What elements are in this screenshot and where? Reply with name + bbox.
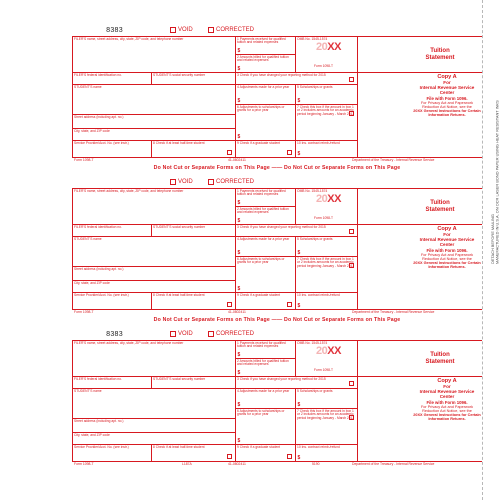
filer-info-label: FILER'S name, street address, city, state, ZIP code, and telephone number (74, 37, 184, 41)
corrected-checkbox-group[interactable] (208, 331, 254, 337)
dollar-sign: $ (297, 150, 301, 157)
box7-label: 7 Check this box if the amount in box 1 or 2 includes amounts for an academic period beginning January - March 2011 (297, 409, 355, 421)
footer-cat-number: 41-0802411 (228, 158, 246, 162)
box2-label: 2 Amounts billed for qualified tuition and related expenses (237, 55, 289, 63)
box6-field[interactable] (236, 409, 296, 445)
copy-a-block (358, 73, 482, 157)
box4-field[interactable] (236, 237, 296, 257)
form-title: Tuition Statement (425, 200, 455, 213)
copy-general: 20XX General Instructions for Certain Information Returns. (413, 261, 481, 270)
box10-label: 10 Ins. contract reimb./refund (297, 445, 340, 449)
box3-field[interactable] (236, 225, 358, 237)
student-name-label: STUDENT'S name (74, 237, 102, 241)
copy-a-block (358, 377, 482, 461)
corrected-checkbox[interactable] (208, 179, 214, 185)
box3-checkbox[interactable] (349, 229, 354, 234)
student-ssn-field[interactable] (152, 377, 236, 389)
box4-label: 4 Adjustments made for a prior year (237, 237, 290, 241)
street-label: Street address (including apt. no.) (74, 267, 124, 271)
copy-general: 20XX General Instructions for Certain Information Returns. (413, 109, 481, 118)
box8-field[interactable] (152, 141, 236, 157)
box8-checkbox[interactable] (227, 454, 232, 459)
omb-year-block (296, 341, 358, 377)
corrected-checkbox-group[interactable] (208, 27, 254, 33)
student-ssn-field[interactable] (152, 225, 236, 237)
box9-field[interactable] (236, 445, 296, 461)
copy-a-title: Copy A (437, 225, 457, 232)
dollar-sign: $ (237, 97, 241, 104)
copy-privacy: For Privacy Act and Paperwork Reduction Act Notice, see the (420, 100, 474, 109)
city-state-zip-field[interactable] (72, 281, 236, 293)
box2-field[interactable] (236, 55, 296, 73)
omb-number: OMB No. 1545-1574 (297, 341, 328, 345)
corrected-label: CORRECTED (216, 331, 255, 337)
student-name-field[interactable] (72, 237, 236, 267)
box7-label: 7 Check this box if the amount in box 1 or 2 includes amounts for an academic period beginning January - March 2011 (297, 105, 355, 117)
city-label: City, state, and ZIP code (74, 129, 110, 133)
footer-department: Department of the Treasury - Internal Revenue Service (352, 310, 435, 314)
dollar-sign: $ (297, 249, 301, 256)
filer-info-label: FILER'S name, street address, city, state, ZIP code, and telephone number (74, 189, 184, 193)
form-footer (72, 157, 482, 165)
box5-label: 5 Scholarships or grants (297, 237, 333, 241)
form-code: 8383 (106, 27, 123, 35)
footer-form-number: Form 1098-T (74, 310, 94, 314)
dollar-sign: $ (237, 369, 241, 376)
box6-field[interactable] (236, 257, 296, 293)
street-address-field[interactable] (72, 115, 236, 129)
student-name-label: STUDENT'S name (74, 85, 102, 89)
city-state-zip-field[interactable] (72, 129, 236, 141)
corrected-label: CORRECTED (216, 179, 255, 185)
box8-label: 8 Check if at least half-time student (153, 293, 205, 297)
box7-field[interactable] (296, 257, 358, 293)
omb-number: OMB No. 1545-1574 (297, 189, 328, 193)
account-label: Service Provider/Acct. No. (see instr.) (74, 141, 129, 145)
student-name-field[interactable] (72, 389, 236, 419)
void-label: VOID (178, 27, 193, 33)
street-label: Street address (including apt. no.) (74, 115, 124, 119)
box6-label: 6 Adjustments to scholarships or grants for a prior year (237, 409, 285, 417)
footer-cat-number: 41-0802411 (228, 462, 246, 466)
box6-field[interactable] (236, 105, 296, 141)
student-ssn-label: STUDENT'S social security number (153, 225, 206, 229)
box3-label: 3 Check if you have changed your reporting method for 2015 (237, 377, 326, 381)
omb-number: OMB No. 1545-1574 (297, 37, 328, 41)
box9-field[interactable] (236, 293, 296, 309)
title-block (358, 341, 482, 377)
student-ssn-label: STUDENT'S social security number (153, 73, 206, 77)
filer-fid-label: FILER'S federal identification no. (74, 73, 122, 77)
void-label: VOID (178, 179, 193, 185)
box1-field[interactable] (236, 37, 296, 55)
copy-irs: Internal Revenue Service Center (419, 389, 475, 400)
form-title: Tuition Statement (425, 48, 455, 61)
dollar-sign: $ (237, 65, 241, 72)
dollar-sign: $ (237, 47, 241, 54)
filer-info-field[interactable] (72, 341, 236, 377)
copy-for: For (443, 383, 451, 389)
filer-fid-field[interactable] (72, 377, 152, 389)
form-number: Form 1098-T (314, 216, 334, 220)
form-footer (72, 461, 482, 469)
copy-for: For (443, 79, 451, 85)
box9-label: 9 Check if a graduate student (237, 293, 281, 297)
cut-warning: Do Not Cut or Separate Forms on This Page —— Do Not Cut or Separate Forms on This Page (153, 317, 401, 323)
form-title: Tuition Statement (425, 352, 455, 365)
void-checkbox[interactable] (170, 27, 176, 33)
void-checkbox-group[interactable] (170, 179, 193, 185)
box10-field[interactable] (296, 141, 358, 157)
box1-field[interactable] (236, 189, 296, 207)
form-footer (72, 309, 482, 317)
copy-irs: Internal Revenue Service Center (419, 85, 475, 96)
void-checkbox-group[interactable] (170, 331, 193, 337)
copy-privacy: For Privacy Act and Paperwork Reduction Act Notice, see the (420, 252, 474, 261)
box5-field[interactable] (296, 389, 358, 409)
street-label: Street address (including apt. no.) (74, 419, 124, 423)
box2-field[interactable] (236, 359, 296, 377)
form-grid (72, 36, 482, 158)
copy-a-title: Copy A (437, 377, 457, 384)
box4-label: 4 Adjustments made for a prior year (237, 389, 290, 393)
filer-info-field[interactable] (72, 189, 236, 225)
side-detach-text: DETACH BEFORE MAILING (490, 214, 495, 264)
box7-field[interactable] (296, 409, 358, 445)
copy-for: For (443, 231, 451, 237)
form-grid (72, 188, 482, 310)
box8-checkbox[interactable] (227, 150, 232, 155)
box5-label: 5 Scholarships or grants (297, 389, 333, 393)
void-checkbox[interactable] (170, 179, 176, 185)
box3-field[interactable] (236, 73, 358, 85)
account-number-field[interactable] (72, 445, 152, 461)
void-label: VOID (178, 331, 193, 337)
copy-irs: Internal Revenue Service Center (419, 237, 475, 248)
form-header (72, 26, 482, 36)
dollar-sign: $ (237, 217, 241, 224)
void-checkbox-group[interactable] (170, 27, 193, 33)
street-address-field[interactable] (72, 419, 236, 433)
box3-checkbox[interactable] (349, 381, 354, 386)
void-checkbox[interactable] (170, 331, 176, 337)
box1-field[interactable] (236, 341, 296, 359)
copy-file: File with Form 1096. (426, 247, 468, 253)
filer-fid-label: FILER'S federal identification no. (74, 225, 122, 229)
title-block (358, 189, 482, 225)
omb-year-block (296, 37, 358, 73)
form-number: Form 1098-T (314, 368, 334, 372)
student-name-field[interactable] (72, 85, 236, 115)
filer-fid-field[interactable] (72, 73, 152, 85)
form-number: Form 1098-T (314, 64, 334, 68)
city-label: City, state, and ZIP code (74, 433, 110, 437)
tax-year: 20XX (316, 345, 341, 357)
box1-label: 1 Payments received for qualified tuition and related expenses (237, 189, 286, 197)
street-address-field[interactable] (72, 267, 236, 281)
account-number-field[interactable] (72, 141, 152, 157)
form-grid (72, 340, 482, 462)
perforation-line (482, 0, 483, 500)
dollar-sign: $ (237, 285, 241, 292)
box6-label: 6 Adjustments to scholarships or grants for a prior year (237, 105, 285, 113)
copy-file: File with Form 1096. (426, 399, 468, 405)
dollar-sign: $ (237, 351, 241, 358)
form-1098t-copy-2 (72, 178, 482, 326)
city-state-zip-field[interactable] (72, 433, 236, 445)
footer-lot-number: L187A (182, 462, 192, 466)
dollar-sign: $ (297, 401, 301, 408)
box9-label: 9 Check if a graduate student (237, 141, 281, 145)
copy-privacy: For Privacy Act and Paperwork Reduction Act Notice, see the (420, 404, 474, 413)
box6-label: 6 Adjustments to scholarships or grants for a prior year (237, 257, 285, 265)
dollar-sign: $ (297, 302, 301, 309)
title-block (358, 37, 482, 73)
footer-form-number: Form 1098-T (74, 462, 94, 466)
corrected-label: CORRECTED (216, 27, 255, 33)
copy-general: 20XX General Instructions for Certain Information Returns. (413, 413, 481, 422)
box10-field[interactable] (296, 293, 358, 309)
form-1098t-copy-3 (72, 330, 482, 478)
box3-label: 3 Check if you have changed your reporting method for 2015 (237, 225, 326, 229)
student-ssn-field[interactable] (152, 73, 236, 85)
dollar-sign: $ (237, 401, 241, 408)
account-number-field[interactable] (72, 293, 152, 309)
box2-label: 2 Amounts billed for qualified tuition and related expenses (237, 359, 289, 367)
box2-field[interactable] (236, 207, 296, 225)
box9-checkbox[interactable] (287, 302, 292, 307)
side-print-text (491, 14, 499, 264)
form-1098t-copy-1 (72, 26, 482, 174)
footer-department: Department of the Treasury - Internal Revenue Service (352, 158, 435, 162)
dollar-sign: $ (297, 454, 301, 461)
footer-item-number: 5190 (312, 462, 320, 466)
box3-field[interactable] (236, 377, 358, 389)
box2-label: 2 Amounts billed for qualified tuition and related expenses (237, 207, 289, 215)
form-code: 8383 (106, 331, 123, 339)
box4-field[interactable] (236, 389, 296, 409)
account-label: Service Provider/Acct. No. (see instr.) (74, 445, 129, 449)
box8-field[interactable] (152, 293, 236, 309)
cut-warning: Do Not Cut or Separate Forms on This Page —— Do Not Cut or Separate Forms on This Page (153, 165, 401, 171)
dollar-sign: $ (297, 97, 301, 104)
box9-checkbox[interactable] (287, 150, 292, 155)
student-ssn-label: STUDENT'S social security number (153, 377, 206, 381)
copy-a-title: Copy A (437, 73, 457, 80)
box4-label: 4 Adjustments made for a prior year (237, 85, 290, 89)
form-header (72, 330, 482, 340)
box8-label: 8 Check if at least half-time student (153, 445, 205, 449)
box5-field[interactable] (296, 85, 358, 105)
box4-field[interactable] (236, 85, 296, 105)
form-header (72, 178, 482, 188)
footer-form-number: Form 1098-T (74, 158, 94, 162)
filer-info-field[interactable] (72, 37, 236, 73)
city-label: City, state, and ZIP code (74, 281, 110, 285)
box8-label: 8 Check if at least half-time student (153, 141, 205, 145)
filer-info-label: FILER'S name, street address, city, state, ZIP code, and telephone number (74, 341, 184, 345)
box3-checkbox[interactable] (349, 77, 354, 82)
box7-label: 7 Check this box if the amount in box 1 or 2 includes amounts for an academic period beginning January - March 2011 (297, 257, 355, 269)
copy-a-block (358, 225, 482, 309)
dollar-sign: $ (237, 133, 241, 140)
box1-label: 1 Payments received for qualified tuition and related expenses (237, 37, 286, 45)
box7-field[interactable] (296, 105, 358, 141)
corrected-checkbox[interactable] (208, 27, 214, 33)
box7-checkbox[interactable] (349, 263, 354, 268)
box10-label: 10 Ins. contract reimb./refund (297, 141, 340, 145)
box5-label: 5 Scholarships or grants (297, 85, 333, 89)
account-label: Service Provider/Acct. No. (see instr.) (74, 293, 129, 297)
filer-fid-field[interactable] (72, 225, 152, 237)
box10-label: 10 Ins. contract reimb./refund (297, 293, 340, 297)
omb-year-block (296, 189, 358, 225)
footer-cat-number: 41-0802411 (228, 310, 246, 314)
box1-label: 1 Payments received for qualified tuition and related expenses (237, 341, 286, 349)
tax-year: 20XX (316, 193, 341, 205)
dollar-sign: $ (237, 249, 241, 256)
corrected-checkbox-group[interactable] (208, 179, 254, 185)
box8-checkbox[interactable] (227, 302, 232, 307)
filer-fid-label: FILER'S federal identification no. (74, 377, 122, 381)
student-name-label: STUDENT'S name (74, 389, 102, 393)
side-manufactured-text: MANUFACTURED IN U.S.A. ON OCR LASER BOND PAPER USING HEAT RESISTANT INKS (494, 100, 500, 264)
box7-checkbox[interactable] (349, 415, 354, 420)
box7-checkbox[interactable] (349, 111, 354, 116)
dollar-sign: $ (237, 437, 241, 444)
box9-label: 9 Check if a graduate student (237, 445, 281, 449)
copy-file: File with Form 1096. (426, 95, 468, 101)
footer-department: Department of the Treasury - Internal Revenue Service (352, 462, 435, 466)
box3-label: 3 Check if you have changed your reporting method for 2015 (237, 73, 326, 77)
box9-field[interactable] (236, 141, 296, 157)
box10-field[interactable] (296, 445, 358, 461)
tax-year: 20XX (316, 41, 341, 53)
box5-field[interactable] (296, 237, 358, 257)
box8-field[interactable] (152, 445, 236, 461)
corrected-checkbox[interactable] (208, 331, 214, 337)
dollar-sign: $ (237, 199, 241, 206)
box9-checkbox[interactable] (287, 454, 292, 459)
